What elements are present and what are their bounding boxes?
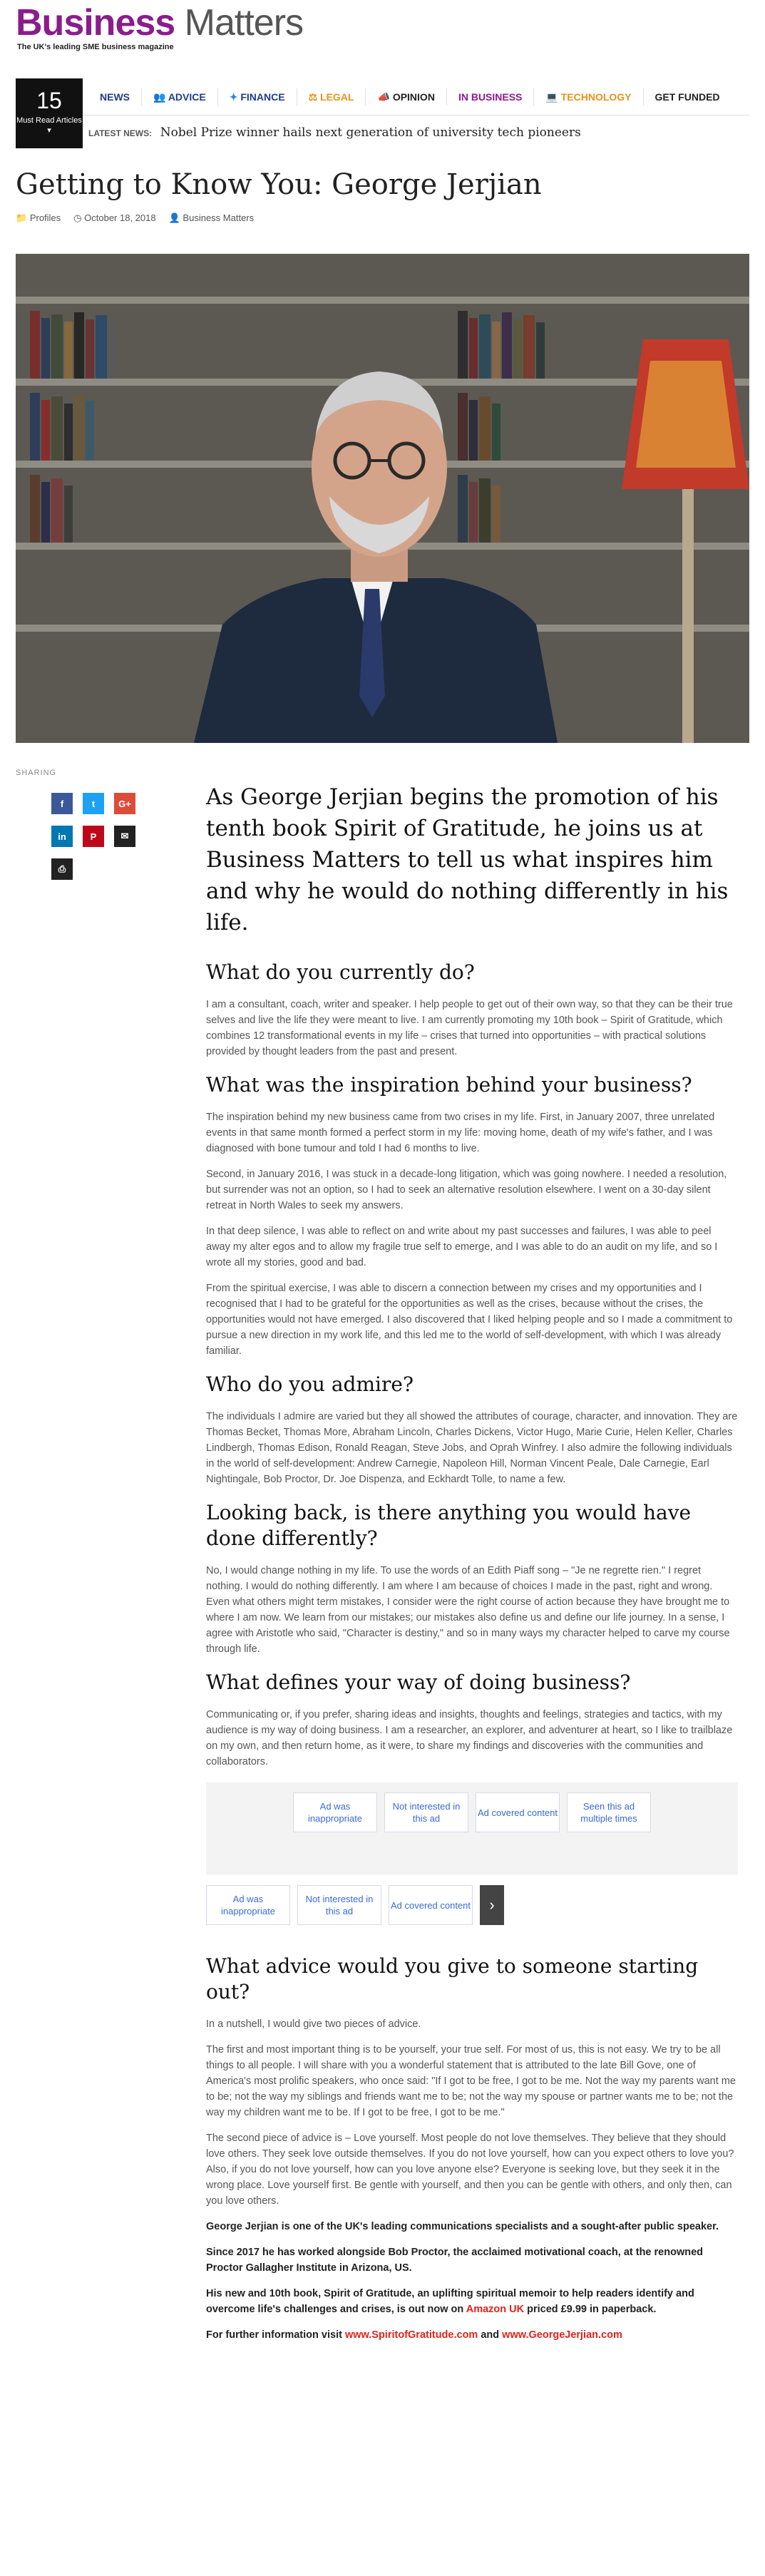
twitter-share-button[interactable] — [83, 793, 104, 814]
author-bio: Since 2017 he has worked alongside Bob Proctor, the acclaimed motivational coach, at the renowned Proctor Gallagher Institute in Arizona, US. — [206, 2247, 704, 2274]
email-share-button[interactable] — [114, 826, 135, 847]
section-looking-back — [206, 1500, 738, 1657]
ad-feedback-panel — [206, 1782, 738, 1875]
ad-feedback-option[interactable]: Ad covered content — [389, 1885, 473, 1925]
amazon-link[interactable]: Amazon UK — [466, 2304, 525, 2315]
answer-paragraph: In a nutshell, I would give two pieces of advice. — [206, 2018, 421, 2030]
answer-paragraph: Communicating or, if you prefer, sharing ideas and insights, thoughts and feelings, strategies and tactics, with my audience is my way of doing business. I am a researcher, an explorer, and adventurer at heart, so I like to trailblaze on my own, and then return home, as it were, to share my findings and discoveries with the communities and collaborators. — [206, 1709, 733, 1767]
nav-finance[interactable]: ✦ FINANCE — [218, 88, 297, 106]
answer-paragraph: I am a consultant, coach, writer and speaker. I help people to get out of their own way, so that they can be their true selves and live the life they were meant to live. I am currently promoting my 10th book – Spirit of Gratitude, which combines 12 transformational events in my life – crises that turned into opportunities – with practical solutions provided by thought leaders from the past and present. — [206, 999, 733, 1057]
nav-opinion[interactable]: 📣 OPINION — [366, 88, 446, 106]
site-logo[interactable] — [16, 1, 303, 44]
pinterest-icon: P — [90, 831, 97, 842]
must-read-label: Must Read Articles ▾ — [16, 116, 82, 135]
nav-items — [88, 78, 731, 116]
pinterest-share-button[interactable] — [83, 826, 104, 847]
ad-feedback-option[interactable]: Seen this ad multiple times — [567, 1792, 651, 1832]
category-link[interactable]: 📁 Profiles — [16, 212, 61, 223]
answer-paragraph: The inspiration behind my new business came from two crises in my life. First, in January 2007, three unrelated events in that same month formed a perfect storm in my life: moving home, death of my wife's father, and I was diagnosed with bone tumour and told I had 6 months to live. — [206, 1112, 715, 1154]
latest-news-ticker — [88, 118, 581, 147]
email-icon: ✉ — [120, 831, 129, 841]
linkedin-share-button[interactable] — [51, 826, 73, 847]
section-current — [206, 960, 738, 1059]
further-info: For further information visit www.SpiritofGratitude.com and www.GeorgeJerjian.com — [206, 2329, 622, 2341]
googleplus-share-button[interactable] — [114, 793, 135, 814]
linkedin-icon: in — [58, 831, 66, 842]
chevron-right-icon: › — [489, 1896, 495, 1914]
nav-get-funded[interactable]: GET FUNDED — [654, 91, 720, 103]
ad-feedback-option[interactable]: Ad was inappropriate — [206, 1885, 290, 1925]
answer-paragraph: The second piece of advice is – Love yourself. Most people do not love themselves. They believe that they should love others. They seek love outside themselves. If you do not love yourself, how can you expect others to love you? Also, if you do not love yourself, how can you love anyone else? Everyone is seeking love, but they seek it in the wrong place. Love yourself first. Be gentle with yourself, and then you can be gentle with others, and only then, can you love others. — [206, 2133, 734, 2207]
question-heading: What advice would you give to someone starting out? — [206, 1954, 699, 2003]
ad-feedback-row — [206, 1885, 738, 1925]
answer-paragraph: The first and most important thing is to be yourself, your true self. For most of us, this is not easy. We try to be all things to all people. I will share with you a wonderful statement that is attributed to the late Bill Gove, one of America's most prolific speakers, who once said: "If I got to be free, I got to be me. Not the way my parents want me to be; not the way my siblings and friends want me to be; not the way my spouse or partner wants me to be; not the way my children want me to be. If I got to be free, I got to be me." — [206, 2044, 736, 2118]
article-body — [206, 781, 738, 2356]
article-intro: As George Jerjian begins the promotion of his tenth book Spirit of Gratitude, he joins us at Business Matters to tell us what inspires him and why he would do nothing differently in his life. — [206, 784, 729, 935]
site-tagline: The UK's leading SME business magazine — [17, 43, 174, 51]
question-heading: What defines your way of doing business? — [206, 1671, 631, 1694]
latest-news-label: LATEST NEWS: — [88, 128, 153, 138]
clock-icon: ◷ — [73, 212, 82, 223]
hero-image — [16, 254, 749, 743]
george-jerjian-link[interactable]: www.GeorgeJerjian.com — [502, 2329, 622, 2341]
megaphone-icon: 📣 — [377, 91, 390, 103]
facebook-share-button[interactable] — [51, 793, 73, 814]
section-business-way — [206, 1670, 738, 1770]
ad-feedback-option[interactable]: Not interested in this ad — [297, 1885, 381, 1925]
section-inspiration — [206, 1072, 738, 1359]
people-icon: 👥 — [153, 91, 166, 103]
section-advice — [206, 1954, 738, 2343]
sharing-label: SHARING — [16, 769, 57, 777]
page-title: Getting to Know You: George Jerjian — [16, 168, 542, 201]
answer-paragraph: Second, in January 2016, I was stuck in a decade-long litigation, which was going nowhere. I needed a resolution, but surrender was not an option, so I had to seek an alternative resolution elsewhere. I went on a 30-day silent retreat in North Wales to seek my answers. — [206, 1169, 727, 1211]
laptop-icon: 💻 — [545, 91, 558, 103]
answer-paragraph: The individuals I admire are varied but they all showed the attributes of courage, character, and innovation. They are Thomas Becket, Thomas More, Abraham Lincoln, Charles Dickens, Victor Hugo, Marie Curie, Helen Keller, Charles Lindbergh, Thomas Edison, Ronald Reagan, Steve Jobs, and Oprah Winfrey. I also admire the following individuals in the world of self-development: Andrew Carnegie, Napoleon Hill, Norman Vincent Peale, Dale Carnegie, Earl Nightingale, Bob Proctor, Dr. Joe Dispenza, and Eckhardt Tolle, to name a few. — [206, 1411, 738, 1485]
legal-icon: ⚖ — [308, 91, 318, 103]
latest-news-headline[interactable]: Nobel Prize winner hails next generation of university tech pioneers — [160, 125, 581, 140]
nav-technology[interactable]: 💻 TECHNOLOGY — [534, 88, 643, 106]
must-read-badge[interactable] — [16, 78, 83, 148]
folder-icon: 📁 — [16, 212, 28, 223]
spirit-of-gratitude-link[interactable]: www.SpiritofGratitude.com — [344, 2329, 478, 2341]
article-meta — [16, 212, 254, 224]
nav-advice[interactable]: 👥 ADVICE — [142, 88, 218, 106]
googleplus-icon: G+ — [118, 798, 131, 809]
must-read-count: 15 — [36, 88, 62, 113]
question-heading: What was the inspiration behind your business? — [206, 1073, 692, 1097]
ad-feedback-option[interactable]: Ad was inappropriate — [293, 1792, 377, 1832]
answer-paragraph: From the spiritual exercise, I was able to discern a connection between my crises and my opportunities and I recognised that I had to be grateful for the opportunities as well as the crises, because without the crises, the opportunities would not have emerged. I also discovered that I liked helping people and so I made a commitment to pursue a new direction in my work life, and this led me to the world of self-development, with which I was already familiar. — [206, 1283, 733, 1357]
question-heading: What do you currently do? — [206, 960, 475, 984]
portrait-illustration — [16, 254, 749, 743]
twitter-icon: t — [91, 798, 96, 809]
answer-paragraph: No, I would change nothing in my life. To use the words of an Edith Piaff song – "Je ne regrette rien." I regret nothing. I would do nothing differently. I am where I am because of choices I made in the past, right and wrong. Even what others might term mistakes, I consider were the right course of action because they have brought me to where I am now. We learn from our mistakes; our mistakes also define us and define our life journey. In a sense, I agree with Aristotle who said, "Character is destiny," and so in many ways my character helped to carve my course through life. — [206, 1565, 730, 1655]
date: ◷ October 18, 2018 — [73, 212, 156, 223]
question-heading: Looking back, is there anything you would have done differently? — [206, 1501, 692, 1550]
next-arrow-button[interactable] — [480, 1885, 504, 1925]
print-button[interactable] — [51, 858, 73, 880]
section-admire — [206, 1372, 738, 1487]
author-bio: George Jerjian is one of the UK's leading communications specialists and a sought-after public speaker. — [206, 2221, 719, 2232]
ad-feedback-option[interactable]: Not interested in this ad — [384, 1792, 468, 1832]
nav-news[interactable]: NEWS — [88, 88, 142, 106]
facebook-icon: f — [60, 798, 64, 809]
nav-in-business[interactable]: IN BUSINESS — [447, 88, 534, 106]
question-heading: Who do you admire? — [206, 1372, 414, 1396]
print-icon: ⎙ — [58, 863, 66, 874]
ad-feedback-option[interactable]: Ad covered content — [476, 1792, 560, 1832]
logo-light: Matters — [184, 2, 304, 43]
user-icon: 👤 — [168, 212, 180, 223]
book-info: His new and 10th book, Spirit of Gratitude, an uplifting spiritual memoir to help readers identify and overcome life's challenges and crises, is out now on Amazon UK priced £9.99 in paperback. — [206, 2288, 694, 2315]
finance-icon: ✦ — [229, 91, 238, 103]
author-link[interactable]: 👤 Business Matters — [168, 212, 255, 223]
nav-legal[interactable]: ⚖ LEGAL — [297, 88, 366, 106]
answer-paragraph: In that deep silence, I was able to reflect on and write about my past successes and failures, I was able to peel away my alter egos and to allow my fragile true self to emerge, and I was able to do an audit on my life, and so I wrote all my stories, good and bad. — [206, 1226, 718, 1268]
logo-bold: Business — [16, 2, 175, 43]
